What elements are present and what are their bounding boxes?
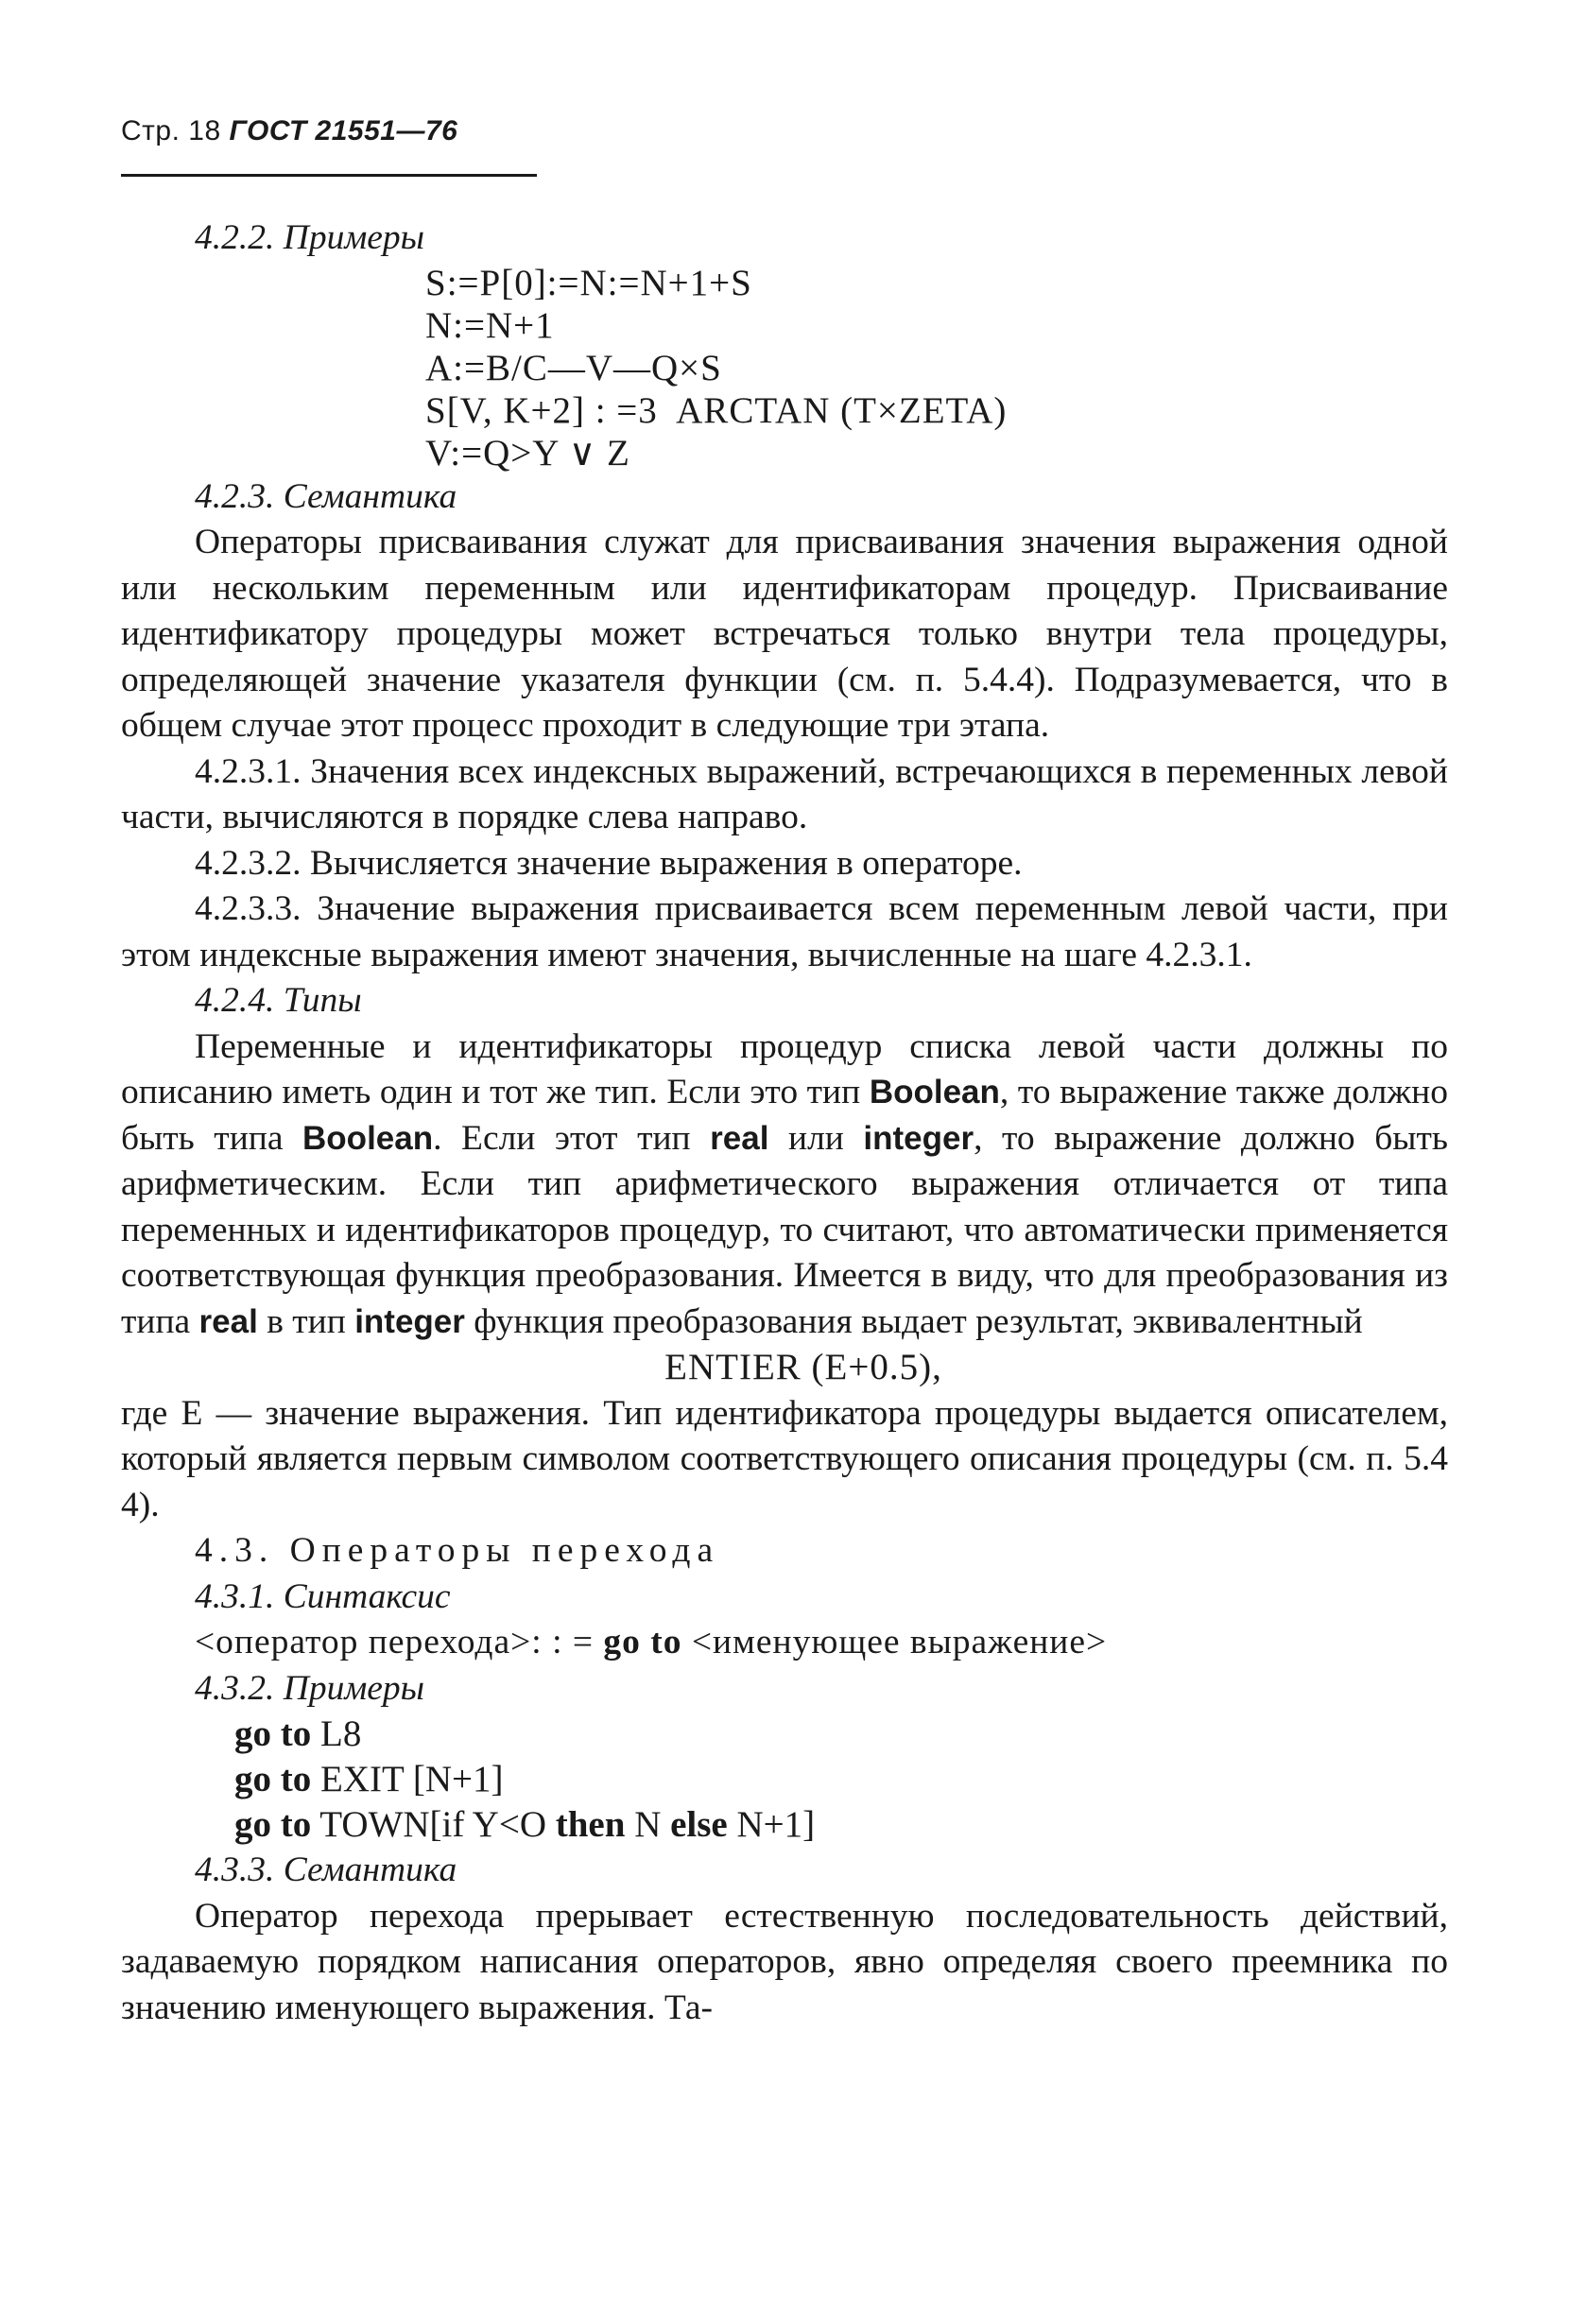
goto-target: L8 xyxy=(311,1713,362,1754)
standard-number: ГОСТ 21551—76 xyxy=(229,115,458,146)
syntax-left: <оператор перехода>: : = xyxy=(195,1623,604,1661)
header-rule xyxy=(121,174,537,177)
goto-target: TOWN[if Y<O xyxy=(311,1804,556,1845)
goto-example-line xyxy=(234,1802,1448,1848)
keyword-goto: go to xyxy=(234,1759,312,1799)
goto-examples xyxy=(121,1712,1448,1848)
page-number: Стр. 18 xyxy=(121,115,221,146)
example-line: V:=Q>Y ∨ Z xyxy=(425,432,630,473)
paragraph-4-2-3-3: 4.2.3.3. Значение выражения присваивается всем переменным левой части, при этом индексные выражения имеют значения, вычисленные на шаге 4.2.3.1. xyxy=(121,889,1448,974)
example-line: N:=N+1 xyxy=(425,304,555,346)
heading-4-3-3: 4.3.3. Семантика xyxy=(195,1851,457,1889)
keyword-then: then xyxy=(555,1804,626,1845)
heading-4-2-3: 4.2.3. Семантика xyxy=(195,476,457,516)
paragraph-semantics: Операторы присваивания служат для присваивания значения выражения одной или нескольким переменным или идентификаторам процедур. Присваивание идентификатору процедуры может встречаться только внутри тела процедуры, определяющей значение указателя функции (см. п. 5.4.4). Подразумевается, что в общем случае этот процесс проходит в следующие три этапа. xyxy=(121,523,1448,745)
heading-4-2-2: 4.2.2. Примеры xyxy=(195,218,425,257)
goto-target: N xyxy=(625,1804,671,1845)
goto-syntax xyxy=(121,1620,1448,1666)
paragraph-types-cont: где E — значение выражения. Тип идентификатора процедуры выдается описателем, который является первым символом соответствующего описания процедуры (см. п. 5.4 4). xyxy=(121,1393,1448,1524)
assignment-examples xyxy=(121,262,1448,474)
heading-4-3-2: 4.3.2. Примеры xyxy=(195,1668,425,1708)
example-line: A:=B/C—V—Q×S xyxy=(425,347,722,388)
heading-4-3: 4.3. Операторы перехода xyxy=(195,1531,720,1570)
text-span: Переменные и идентификаторы процедур списка левой части должны по описанию иметь один и тот же тип. Если это тип xyxy=(121,1026,1448,1111)
text-span: , то выражение должно быть арифметическим. Если тип арифметического выражения отличается от типа переменных и идентификаторов процедур, то считают, что автоматически применяется соответствующая функция преобразования. Имеется в виду, что для преобразования из типа xyxy=(121,1118,1448,1341)
keyword-integer: integer xyxy=(354,1302,465,1340)
heading-4-3-1: 4.3.1. Синтаксис xyxy=(195,1576,451,1616)
text-span: , то выражение также должно быть типа xyxy=(121,1073,1449,1158)
goto-target: N+1] xyxy=(727,1804,816,1845)
paragraph-4-2-3-2: 4.2.3.2. Вычисляется значение выражения в операторе. xyxy=(195,843,1023,883)
paragraph-goto-semantics: Оператор перехода прерывает естественную последовательность действий, задаваемую порядком написания операторов, явно определяя своего преемника по значению именующего выражения. Та- xyxy=(121,1896,1448,2027)
keyword-else: else xyxy=(670,1804,728,1845)
text-span: или xyxy=(768,1118,864,1158)
keyword-boolean: Boolean xyxy=(869,1074,1000,1110)
document-body xyxy=(121,215,1448,2031)
goto-example-line xyxy=(234,1757,1448,1802)
page-header xyxy=(121,115,457,147)
heading-4-2-4: 4.2.4. Типы xyxy=(195,981,362,1020)
keyword-goto: go to xyxy=(603,1623,682,1661)
keyword-goto: go to xyxy=(234,1713,312,1754)
example-line: S:=P[0]:=N:=N+1+S xyxy=(425,262,752,303)
paragraph-4-2-3-1: 4.2.3.1. Значения всех индексных выражений, встречающихся в переменных левой части, вычисляются в порядке слева направо. xyxy=(121,751,1448,836)
syntax-right: <именующее выражение> xyxy=(681,1623,1108,1661)
goto-target: EXIT [N+1] xyxy=(311,1759,504,1799)
keyword-boolean: Boolean xyxy=(302,1119,434,1157)
keyword-goto: go to xyxy=(234,1804,312,1845)
entier-formula: ENTIER (E+0.5), xyxy=(664,1347,942,1387)
example-line: S[V, K+2] : =3 ARCTAN (T×ZETA) xyxy=(425,389,1008,431)
text-span: функция преобразования выдает результат, эквивалентный xyxy=(464,1301,1363,1341)
keyword-real: real xyxy=(710,1119,769,1157)
keyword-real: real xyxy=(198,1302,258,1340)
text-span: . Если этот тип xyxy=(433,1118,711,1158)
keyword-integer: integer xyxy=(863,1119,974,1157)
goto-example-line xyxy=(234,1712,1448,1757)
text-span: в тип xyxy=(257,1301,355,1341)
paragraph-types xyxy=(121,1024,1448,1346)
